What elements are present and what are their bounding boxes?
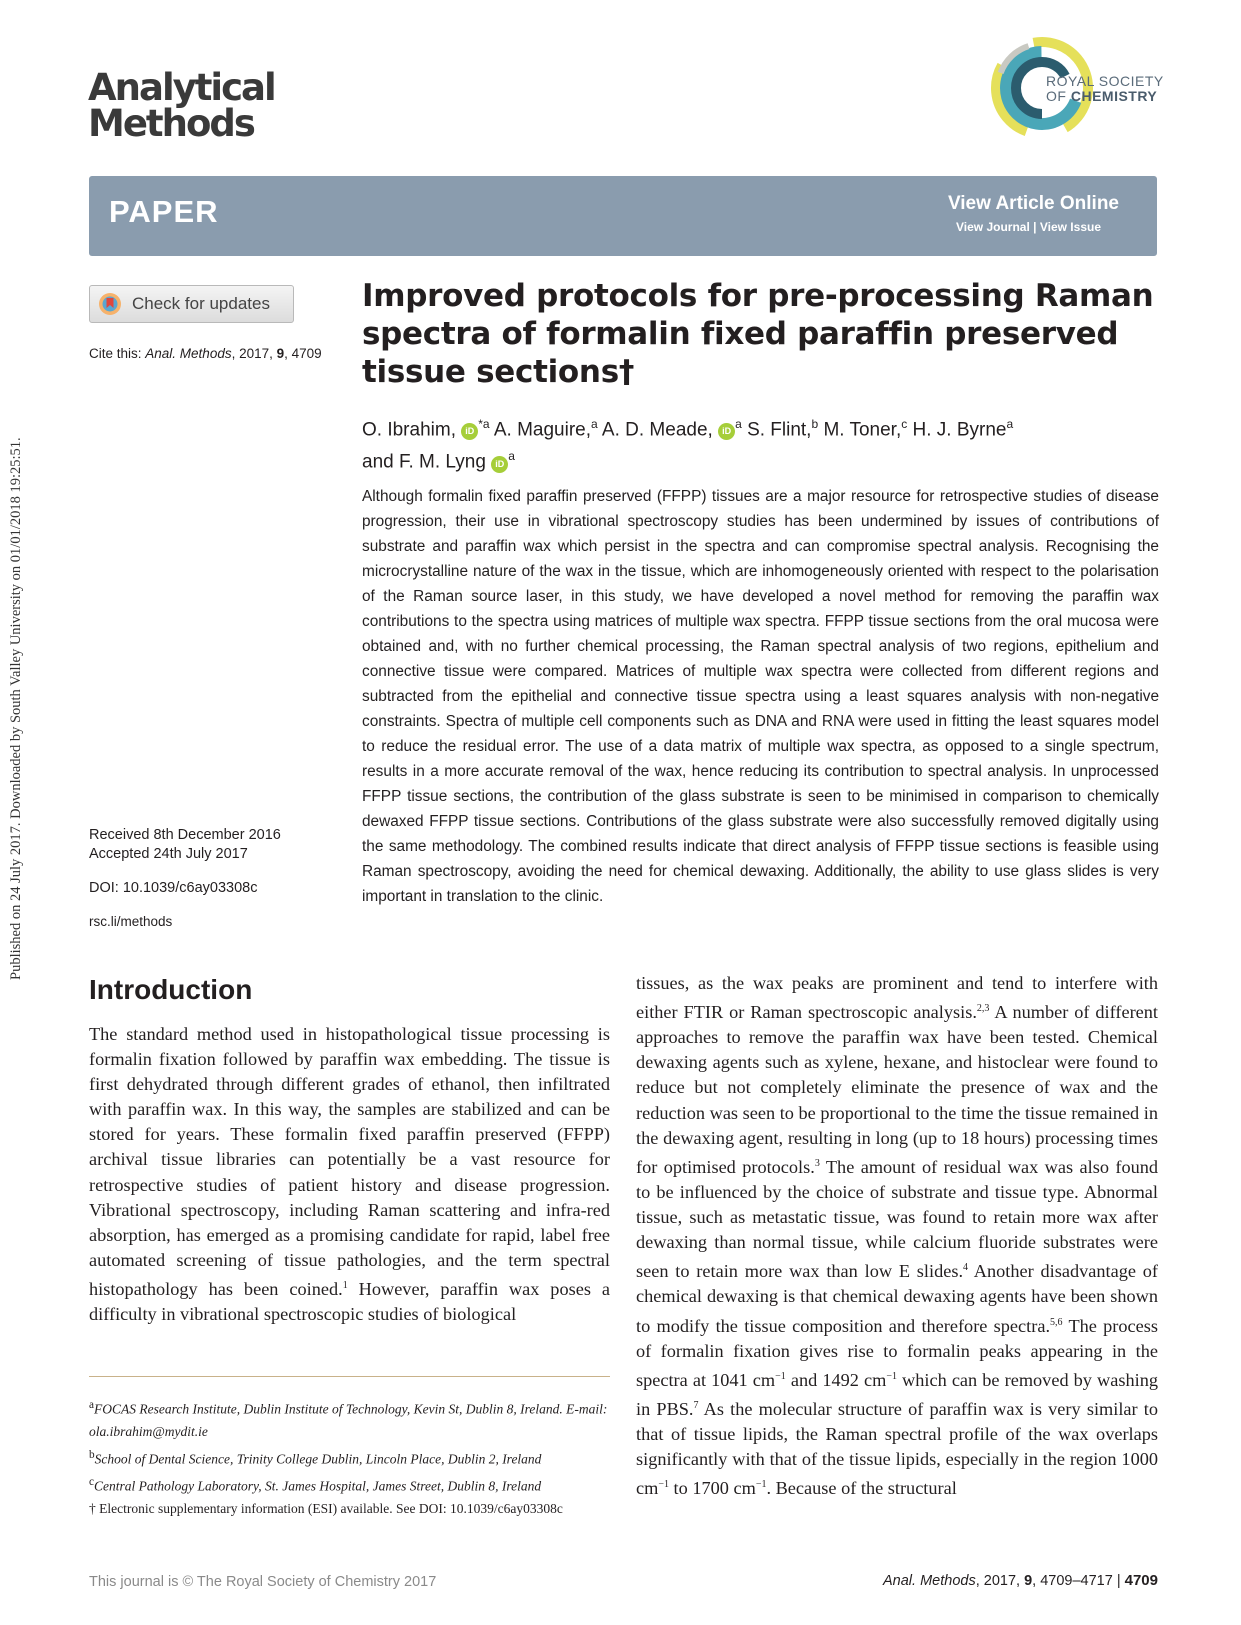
footnote-mark: a (89, 1399, 94, 1411)
paragraph-text: tissues, as the wax peaks are prominent and tend to interfere with either FTIR or Raman spectroscopic analysis. (636, 973, 1158, 1023)
footer-copyright: This journal is © The Royal Society of Chemistry 2017 (89, 1574, 437, 1590)
article-dates (89, 826, 281, 864)
crossmark-icon (98, 292, 122, 316)
author-name: A. D. Meade, (601, 419, 713, 441)
footnote-esi: † Electronic supplementary information (ESI) available. See DOI: 10.1039/c6ay03308c (89, 1500, 563, 1516)
affiliation-mark: *a (478, 417, 490, 431)
footnote-c (89, 1471, 610, 1498)
affiliation-mark: a (508, 449, 515, 464)
view-article-online-link[interactable]: View Article Online (947, 193, 1119, 214)
author-name: M. Toner, (823, 419, 902, 441)
download-stamp: Published on 24 July 2017. Downloaded by South Valley University on 01/01/2018 19:25:51. (8, 437, 24, 980)
orcid-icon[interactable]: iD (491, 456, 508, 473)
author-name: and F. M. Lyng (362, 451, 486, 473)
paragraph-text: A number of different approaches to remove the paraffin wax have been tested. Chemical dewaxing agents such as xylene, hexane, and histoclear were found to reduce but not completely eliminate the presence of wax and the reduction was seen to be proportional to the time the tissue remained in the dewaxing agent, resulting in long (up to 18 hours) processing times for optimised protocols. (636, 1002, 1158, 1177)
footnote-divider (89, 1376, 610, 1377)
author-name: O. Ibrahim, (362, 419, 456, 441)
footnotes (89, 1394, 610, 1520)
accepted-date: Accepted 24th July 2017 (89, 846, 248, 862)
reference-mark[interactable]: 1 (342, 1279, 348, 1291)
unit-exponent: −1 (775, 1370, 786, 1382)
article-banner (89, 176, 1157, 256)
body-column-right (636, 971, 1158, 1502)
check-for-updates-button[interactable] (89, 285, 294, 323)
footnote-mark: b (89, 1448, 95, 1461)
footer-journal: Anal. Methods (883, 1573, 976, 1589)
affiliation-mark: b (811, 417, 819, 431)
footnote-a (89, 1394, 610, 1444)
citation (89, 346, 322, 361)
journal-logo (88, 66, 275, 145)
journal-logo-line1: Analytical (88, 66, 275, 109)
affiliation-mark: a (735, 417, 742, 431)
author-name: S. Flint, (747, 419, 812, 441)
paragraph-text: However, paraffin wax poses a difficulty in vibrational spectroscopic studies of biological (89, 1279, 610, 1325)
author-line-1 (362, 411, 1162, 443)
paragraph-text: The amount of residual wax was also found to be influenced by the choice of substrate and tissue type. Abnormal tissue, such as metastatic tissue, was found to retain more wax after dewaxing than normal tissue, while calcium fluoride substrates were seen to retain more wax than low E slides. (636, 1156, 1159, 1282)
affiliation-mark: a (591, 417, 598, 431)
link-separator: | (1033, 220, 1037, 234)
cite-journal: Anal. Methods (145, 346, 232, 361)
paragraph-text: The standard method used in histopathological tissue processing is formalin fixation followed by paraffin wax embedding. The tissue is first dehydrated through different grades of ethanol, then infiltrated with paraffin wax. In this way, the samples are stabilized and can be stored for years. These formalin fixed paraffin preserved (FFPP) archival tissue libraries can potentially be a vast resource for retrospective studies of patient history and disease progression. Vibrational spectroscopy, including Raman scattering and infra-red absorption, has emerged as a promising candidate for rapid, label free automated screening of tissue pathologies, and the term spectral histopathology has been coined. (89, 1024, 610, 1300)
paragraph-text: to 1700 cm (668, 1478, 756, 1499)
author-line-2 (362, 443, 1162, 475)
article-type-label: PAPER (109, 194, 219, 229)
article-title: Improved protocols for pre-processing Raman spectra of formalin fixed paraffin preserved tissue sections† (362, 278, 1154, 390)
paragraph-text: The process of formalin fixation gives rise to formalin peaks appearing in the spectra at 1041 cm (636, 1315, 1158, 1390)
reference-mark[interactable]: 2,3 (976, 1003, 990, 1015)
rsc-wordmark-line1: ROYAL SOCIETY (1046, 73, 1164, 89)
unit-exponent: −1 (658, 1479, 669, 1491)
footnote-text: FOCAS Research Institute, Dublin Institute of Technology, Kevin St, Dublin 8, Ireland. E-mail: ola.ibrahim@mydit.ie (89, 1401, 608, 1440)
reference-mark[interactable]: 7 (693, 1399, 699, 1411)
footnote-b (89, 1444, 610, 1471)
author-name: A. Maguire, (493, 419, 591, 441)
section-heading-introduction: Introduction (89, 974, 253, 1005)
rsc-wordmark-prefix: OF (1046, 88, 1071, 104)
paragraph-text: As the molecular structure of paraffin wax is very similar to that of tissue lipids, the Raman spectral profile of the wax overlaps significantly with that of the tissue lipids, especially in the region 1000 cm (636, 1399, 1158, 1499)
cite-volume: 9 (276, 346, 285, 361)
paragraph-text: . Because of the structural (766, 1478, 957, 1499)
author-list (362, 411, 1162, 476)
affiliation-mark: c (901, 417, 908, 431)
footer-year: , 2017, (975, 1573, 1025, 1589)
view-journal-link[interactable]: View Journal (955, 220, 1030, 234)
author-name: H. J. Byrne (912, 419, 1007, 441)
doi[interactable]: DOI: 10.1039/c6ay03308c (89, 880, 258, 896)
page-number: 4709 (1124, 1572, 1158, 1589)
footer-citation (883, 1572, 1158, 1589)
journal-logo-line2: Methods (88, 102, 254, 145)
view-issue-link[interactable]: View Issue (1039, 220, 1101, 234)
rsc-wordmark (1046, 74, 1164, 104)
paragraph-text: which can be removed by washing in PBS. (636, 1369, 1158, 1420)
reference-mark[interactable]: 4 (963, 1262, 969, 1274)
view-links (956, 220, 1101, 234)
body-column-left (89, 1022, 610, 1327)
abstract: Although formalin fixed paraffin preserved (FFPP) tissues are a major resource for retrospective studies of disease progression, their use in vibrational spectroscopy studies has been undermined by issues of contributions of substrate and paraffin wax which persist in the spectra and can compromise spectral analysis. Recognising the microcrystalline nature of the wax in the tissue, which are inhomogeneously oriented with respect to the polarisation of the Raman source laser, in this study, we have developed a novel method for removing the paraffin wax contributions to the spectra using matrices of multiple wax spectra. FFPP tissue sections from the oral mucosa were obtained and, with no further chemical processing, the Raman spectral analysis of two regions, epithelium and connective tissue were compared. Matrices of multiple wax spectra were collected from different regions and subtracted from the epithelial and connective tissue spectra using a least squares analysis with non-negative constraints. Spectra of multiple cell components such as DNA and RNA were used in fitting the least squares model to reduce the residual error. The use of a data matrix of multiple wax spectra, as opposed to a single spectrum, results in a more accurate removal of the wax, hence reducing its contribution to spectral analysis. In unprocessed FFPP tissue sections, the contribution of the glass substrate is seen to be minimised in comparison to chemically dewaxed FFPP tissue sections. Contributions of the glass substrate were also successfully removed digitally using the same methodology. The combined results indicate that direct analysis of FFPP tissue sections is feasible using Raman spectroscopy, avoiding the need for chemical dewaxing. Additionally, the ability to use glass slides is very important in translation to the clinic. (362, 488, 1159, 905)
journal-link[interactable]: rsc.li/methods (89, 914, 173, 929)
unit-exponent: −1 (755, 1479, 767, 1491)
orcid-icon[interactable]: iD (718, 423, 735, 440)
footer-pages: , 4709–4717 | (1032, 1573, 1125, 1589)
footnote-text: School of Dental Science, Trinity College Dublin, Lincoln Place, Dublin 2, Ireland (94, 1451, 542, 1467)
paragraph-text: and 1492 cm (785, 1369, 887, 1390)
rsc-wordmark-bold: CHEMISTRY (1070, 88, 1158, 104)
cite-page: , 4709 (284, 346, 322, 361)
footer-volume: 9 (1024, 1573, 1033, 1589)
unit-exponent: −1 (886, 1370, 897, 1382)
reference-mark[interactable]: 3 (814, 1157, 820, 1169)
affiliation-mark: a (1006, 417, 1014, 431)
footnote-mark: c (89, 1475, 94, 1488)
footnote-text: Central Pathology Laboratory, St. James Hospital, James Street, Dublin 8, Ireland (94, 1478, 542, 1494)
reference-mark[interactable]: 5,6 (1050, 1316, 1063, 1328)
received-date: Received 8th December 2016 (89, 827, 281, 843)
paragraph-text: Another disadvantage of chemical dewaxing is that chemical dewaxing agents have been shown to modify the tissue composition and therefore spectra. (636, 1261, 1158, 1336)
orcid-icon[interactable]: iD (461, 423, 478, 440)
check-for-updates-label: Check for updates (132, 294, 270, 313)
cite-year: , 2017, (231, 346, 277, 361)
cite-prefix: Cite this: (89, 346, 146, 361)
rsc-wordmark-line2 (1046, 89, 1164, 104)
